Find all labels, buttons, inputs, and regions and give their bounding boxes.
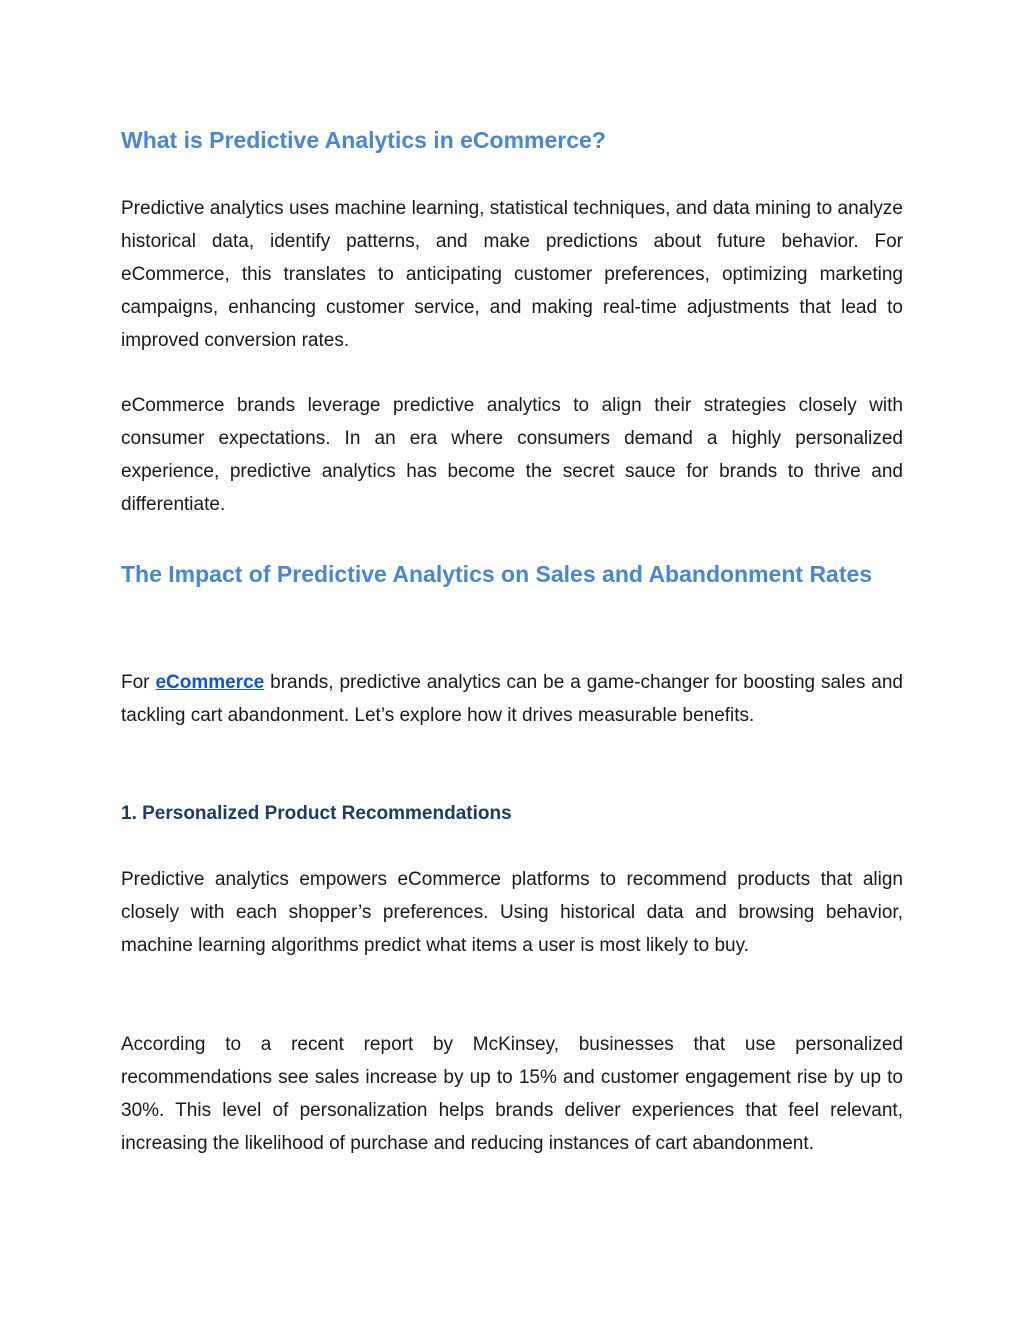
paragraph-definition: Predictive analytics uses machine learning, statistical techniques, and data mining to analyze historical data, identify patterns, and make predictions about future behavior. For eCommerce, this translates to anticipating customer preferences, optimizing marketing campaigns, enhancing customer service, and making real-time adjustments that lead to improved conversion rates.: [121, 198, 903, 351]
paragraph-mckinsey-report: According to a recent report by McKinsey, businesses that use personalized recommendations see sales increase by up to 15% and customer engagement rise by up to 30%. This level of personalization helps brands deliver experiences that feel relevant, increasing the likelihood of purchase and reducing instances of cart abandonment.: [121, 1034, 903, 1154]
ecommerce-link[interactable]: eCommerce: [155, 672, 265, 693]
paragraph-suffix-text: brands, predictive analytics can be a game-changer for boosting sales and tackling cart abandonment. Let’s explore how it drives measurable benefits.: [121, 672, 904, 726]
heading-what-is-predictive-analytics: What is Predictive Analytics in eCommerce?: [121, 127, 606, 153]
paragraph-prefix-text: For: [121, 672, 156, 693]
paragraph-for-ecommerce: [121, 666, 903, 732]
heading-impact-on-sales: The Impact of Predictive Analytics on Sales and Abandonment Rates: [121, 561, 873, 587]
subheading-personalized-recommendations: 1. Personalized Product Recommendations: [121, 803, 512, 824]
paragraph-brands-leverage: eCommerce brands leverage predictive analytics to align their strategies closely with consumer expectations. In an era where consumers demand a highly personalized experience, predictive analytics has become the secret sauce for brands to thrive and differentiate.: [121, 395, 903, 515]
paragraph-recommendations: Predictive analytics empowers eCommerce platforms to recommend products that align closely with each shopper’s preferences. Using historical data and browsing behavior, machine learning algorithms predict what items a user is most likely to buy.: [121, 869, 903, 956]
